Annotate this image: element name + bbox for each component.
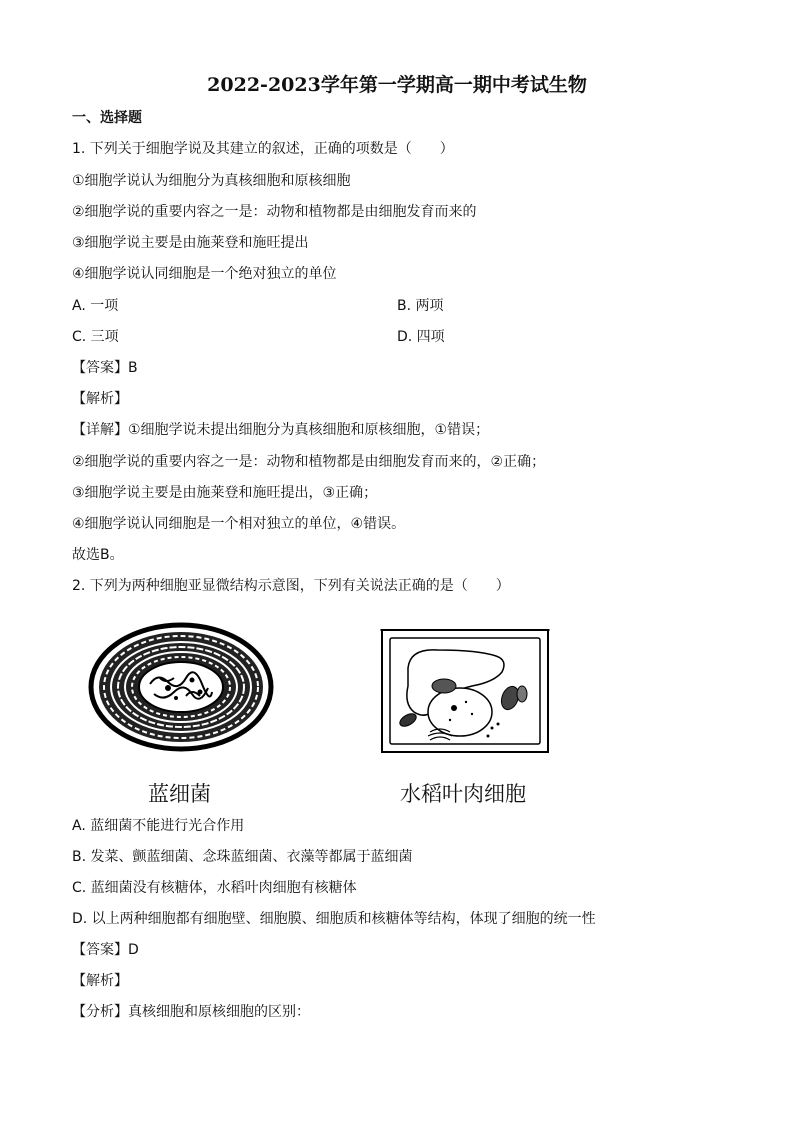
cyanobacterium-diagram: [88, 622, 274, 752]
q2-analysis: 【分析】真核细胞和原核细胞的区别：: [72, 1004, 310, 1020]
rice-mesophyll-cell-diagram: [380, 628, 550, 754]
caption-cyanobacterium: 蓝细菌: [148, 782, 211, 806]
q1-statement-3: ③细胞学说主要是由施莱登和施旺提出: [72, 235, 309, 251]
q2-option-c: C. 蓝细菌没有核糖体，水稻叶肉细胞有核糖体: [72, 880, 357, 896]
q1-option-d: D. 四项: [397, 329, 445, 345]
q1-answer: 【答案】B: [72, 360, 138, 376]
question-2-stem: 2. 下列为两种细胞亚显微结构示意图，下列有关说法正确的是（ ）: [72, 578, 510, 594]
q1-option-b: B. 两项: [397, 298, 444, 314]
q1-detail-2: ②细胞学说的重要内容之一是：动物和植物都是由细胞发育而来的，②正确；: [72, 454, 546, 470]
q1-option-a: A. 一项: [72, 298, 119, 314]
question-1-stem: 1. 下列关于细胞学说及其建立的叙述，正确的项数是（ ）: [72, 141, 454, 157]
q1-option-c: C. 三项: [72, 329, 119, 345]
q1-conclusion: 故选B。: [72, 547, 124, 563]
q1-detail-4: ④细胞学说认同细胞是一个相对独立的单位，④错误。: [72, 516, 406, 532]
q2-option-b: B. 发菜、颤蓝细菌、念珠蓝细菌、衣藻等都属于蓝细菌: [72, 849, 413, 865]
section-heading: 一、选择题: [72, 110, 142, 126]
q1-statement-2: ②细胞学说的重要内容之一是：动物和植物都是由细胞发育而来的: [72, 204, 477, 220]
q1-statement-1: ①细胞学说认为细胞分为真核细胞和原核细胞: [72, 173, 351, 189]
q1-statement-4: ④细胞学说认同细胞是一个绝对独立的单位: [72, 266, 337, 282]
q2-option-d: D. 以上两种细胞都有细胞壁、细胞膜、细胞质和核糖体等结构，体现了细胞的统一性: [72, 911, 596, 927]
q2-analysis-label: 【解析】: [72, 973, 128, 989]
page-title: 2022-2023学年第一学期高一期中考试生物: [207, 74, 587, 96]
q2-answer: 【答案】D: [72, 942, 139, 958]
q1-analysis-label: 【解析】: [72, 391, 128, 407]
caption-rice-mesophyll-cell: 水稻叶肉细胞: [400, 782, 526, 806]
q1-detail-3: ③细胞学说主要是由施莱登和施旺提出，③正确；: [72, 485, 378, 501]
q1-detail-1: 【详解】①细胞学说未提出细胞分为真核细胞和原核细胞，①错误；: [72, 422, 490, 438]
q2-option-a: A. 蓝细菌不能进行光合作用: [72, 818, 245, 834]
